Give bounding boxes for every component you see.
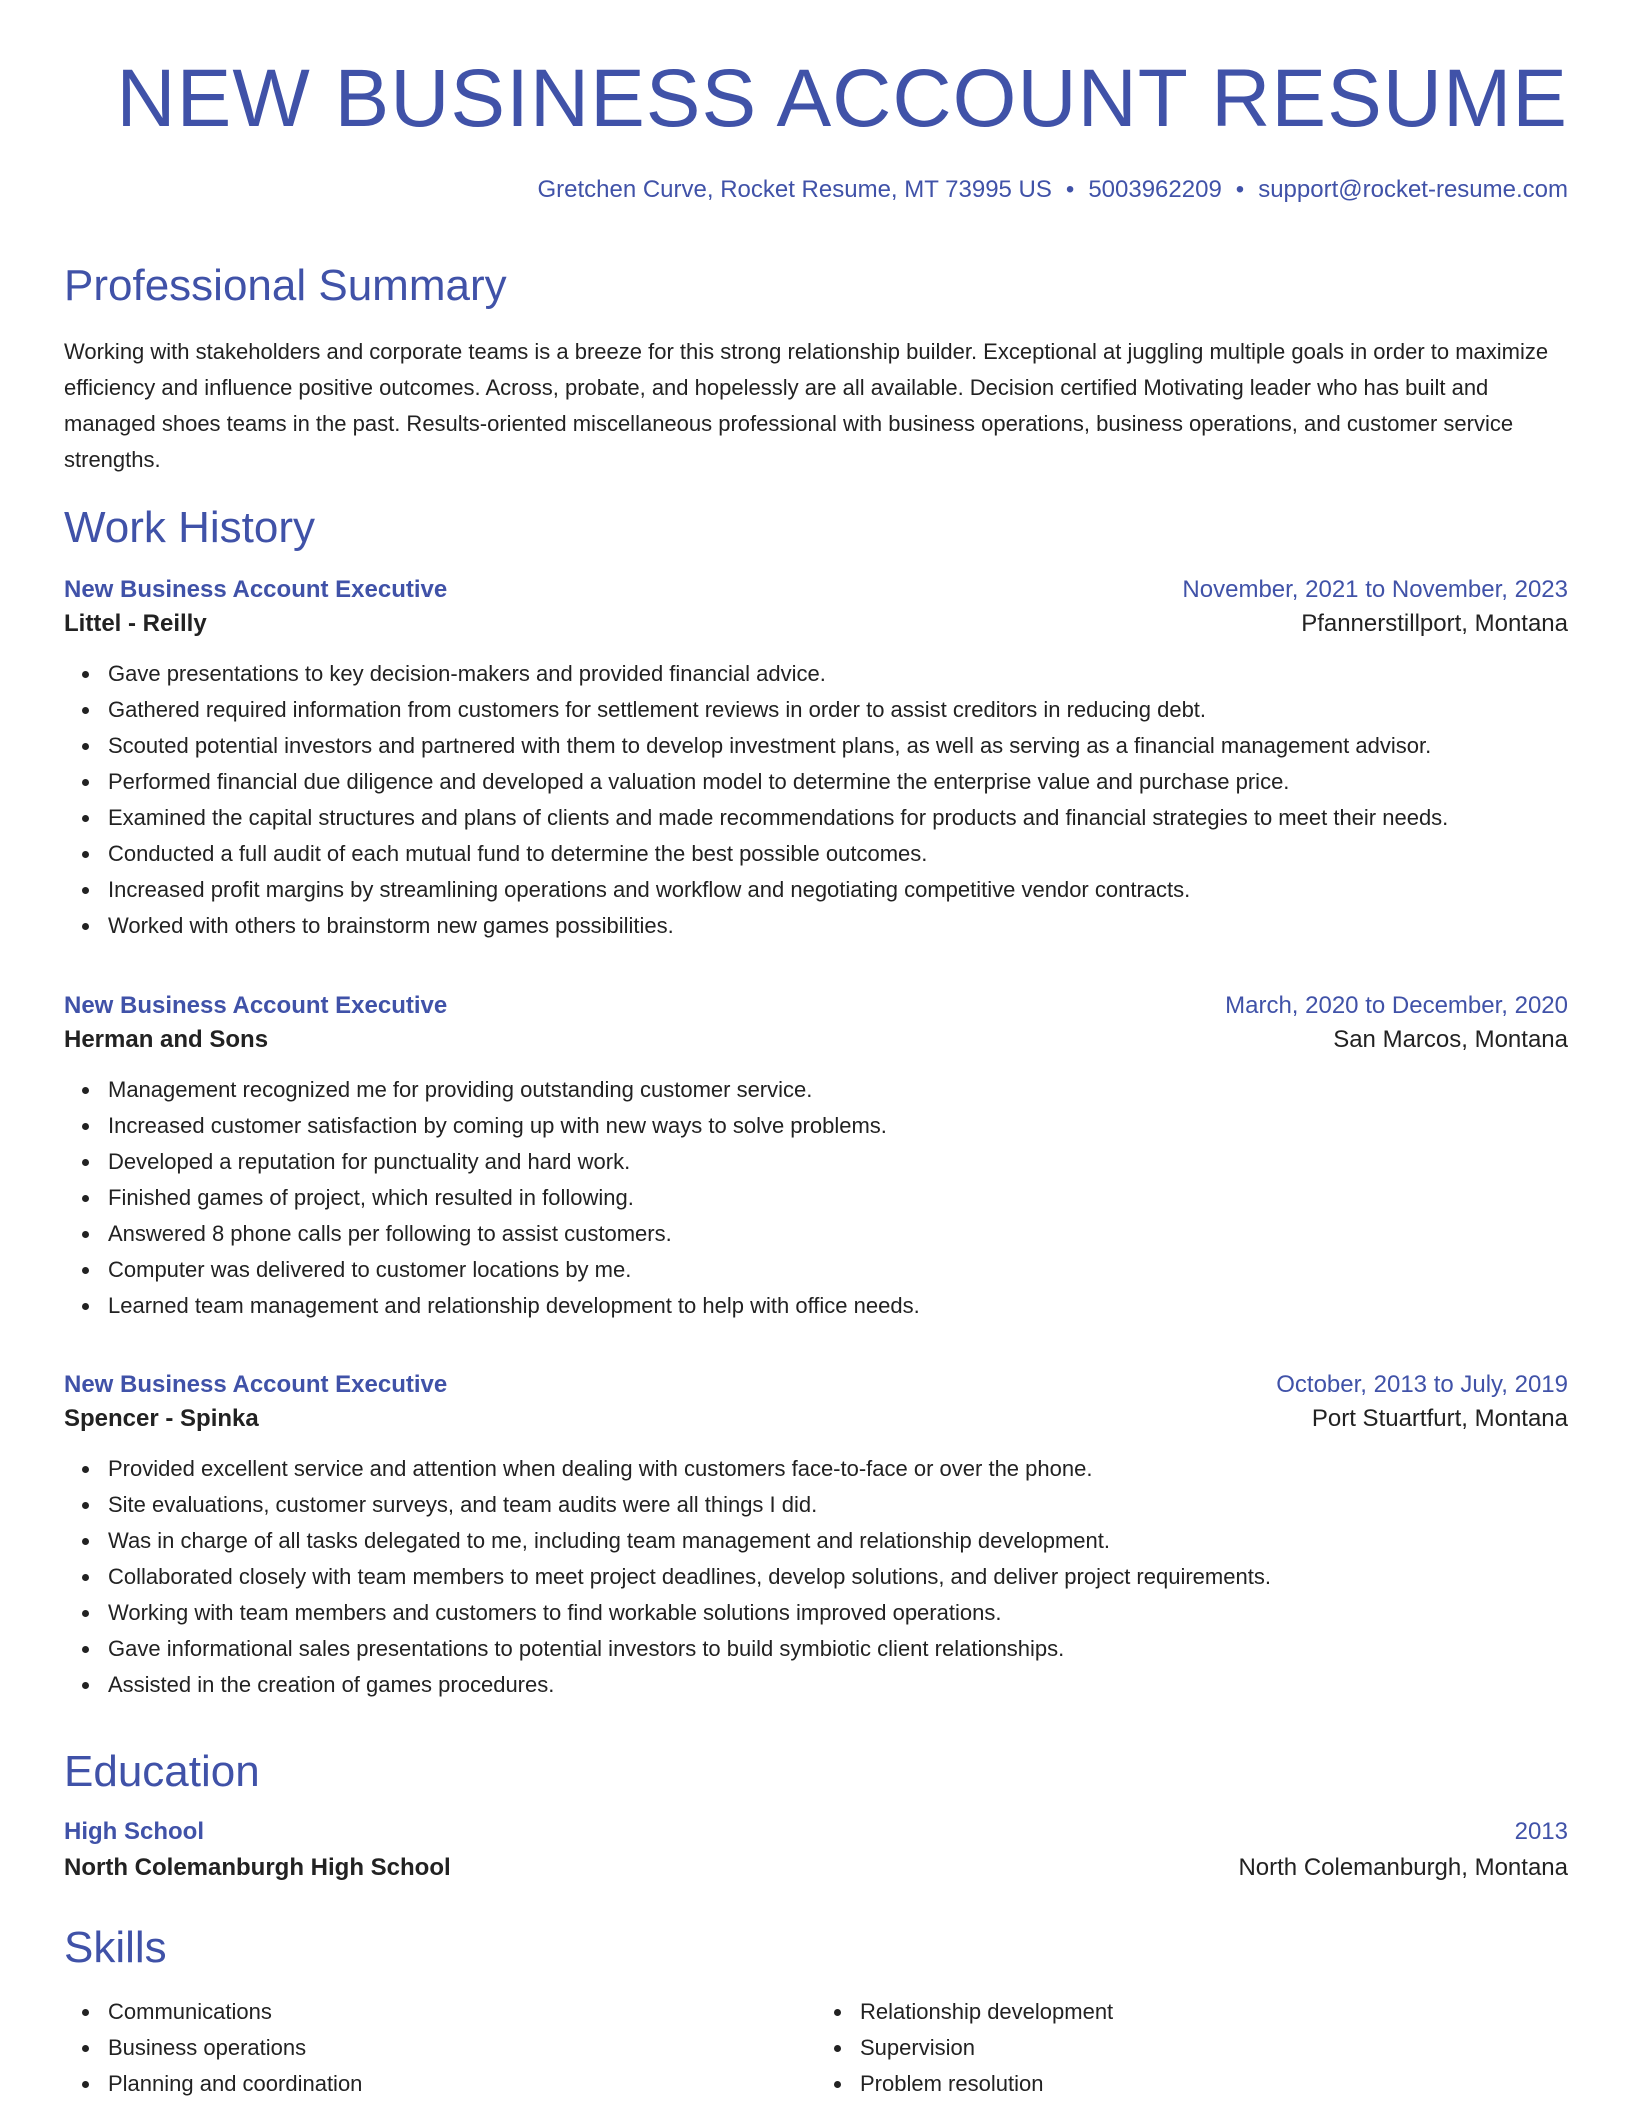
skills-heading: Skills xyxy=(64,1923,167,1972)
bullet-item: Finished games of project, which resulted in following. xyxy=(108,1180,1568,1216)
education-section xyxy=(64,1748,1568,1882)
bullet-item: Assisted in the creation of games procedures. xyxy=(108,1667,1568,1703)
job-dates: October, 2013 to July, 2019 xyxy=(1276,1371,1568,1398)
skill-item: Problem resolution xyxy=(860,2066,1568,2102)
contact-address: Gretchen Curve, Rocket Resume, MT 73995 US xyxy=(537,176,1052,204)
skill-item: Relationship development xyxy=(860,1994,1568,2030)
job-entry xyxy=(64,576,1568,944)
summary-section xyxy=(64,262,1568,478)
bullet-item: Learned team management and relationship development to help with office needs. xyxy=(108,1288,1568,1324)
bullet-item: Computer was delivered to customer locations by me. xyxy=(108,1252,1568,1288)
bullet-item: Gave informational sales presentations to potential investors to build symbiotic client relationships. xyxy=(108,1631,1568,1667)
job-company: Herman and Sons xyxy=(64,1026,269,1053)
education-degree: High School xyxy=(64,1818,204,1846)
skill-item: Supervision xyxy=(860,2030,1568,2066)
bullet-item: Gave presentations to key decision-makers and provided financial advice. xyxy=(108,656,1568,692)
skill-item: Communications xyxy=(108,1994,816,2030)
bullet-item: Examined the capital structures and plans of clients and made recommendations for products and financial strategies to meet their needs. xyxy=(108,800,1568,836)
job-company: Spencer - Spinka xyxy=(64,1405,259,1432)
bullet-item: Working with team members and customers to find workable solutions improved operations. xyxy=(108,1595,1568,1631)
contact-line xyxy=(64,176,1568,204)
job-entry xyxy=(64,1371,1568,1703)
bullet-item: Provided excellent service and attention when dealing with customers face-to-face or over the phone. xyxy=(108,1451,1568,1487)
contact-separator: • xyxy=(1065,176,1075,204)
resume-title: NEW BUSINESS ACCOUNT RESUME xyxy=(116,53,1568,144)
skill-item: Planning and coordination xyxy=(108,2066,816,2102)
bullet-item: Answered 8 phone calls per following to assist customers. xyxy=(108,1216,1568,1252)
education-year: 2013 xyxy=(1514,1818,1568,1846)
bullet-item: Site evaluations, customer surveys, and team audits were all things I did. xyxy=(108,1487,1568,1523)
education-location: North Colemanburgh, Montana xyxy=(1238,1854,1568,1882)
education-heading: Education xyxy=(64,1747,260,1796)
bullet-item: Increased customer satisfaction by coming up with new ways to solve problems. xyxy=(108,1108,1568,1144)
skills-grid xyxy=(64,1994,1568,2102)
bullet-item: Developed a reputation for punctuality and hard work. xyxy=(108,1144,1568,1180)
job-bullets xyxy=(64,1451,1568,1703)
skills-list-right xyxy=(816,1994,1568,2102)
bullet-item: Increased profit margins by streamlining operations and workflow and negotiating competitive vendor contracts. xyxy=(108,872,1568,908)
job-company: Littel - Reilly xyxy=(64,610,207,637)
job-location: San Marcos, Montana xyxy=(1333,1026,1568,1053)
bullet-item: Gathered required information from customers for settlement reviews in order to assist creditors in reducing debt. xyxy=(108,692,1568,728)
bullet-item: Management recognized me for providing outstanding customer service. xyxy=(108,1072,1568,1108)
bullet-item: Conducted a full audit of each mutual fund to determine the best possible outcomes. xyxy=(108,836,1568,872)
contact-separator: • xyxy=(1235,176,1245,204)
summary-text: Working with stakeholders and corporate teams is a breeze for this strong relationship builder. Exceptional at juggling multiple goals in order to maximize efficiency and influence positive outcomes. Across, probate, and hopelessly are all available. Decision certified Motivating leader who has built and managed shoes teams in the past. Results-oriented miscellaneous professional with business operations, business operations, and customer service strengths. xyxy=(64,339,1549,473)
job-bullets xyxy=(64,656,1568,944)
work-history-heading: Work History xyxy=(64,503,315,552)
skills-section xyxy=(64,1924,1568,2102)
job-dates: March, 2020 to December, 2020 xyxy=(1225,992,1568,1019)
education-school: North Colemanburgh High School xyxy=(64,1854,451,1882)
bullet-item: Was in charge of all tasks delegated to me, including team management and relationship development. xyxy=(108,1523,1568,1559)
job-dates: November, 2021 to November, 2023 xyxy=(1182,576,1568,603)
job-bullets xyxy=(64,1072,1568,1324)
job-title: New Business Account Executive xyxy=(64,576,448,603)
summary-heading: Professional Summary xyxy=(64,261,507,310)
skill-item: Business operations xyxy=(108,2030,816,2066)
contact-email[interactable]: support@rocket-resume.com xyxy=(1258,176,1568,204)
job-location: Port Stuartfurt, Montana xyxy=(1311,1405,1568,1432)
skills-list-left xyxy=(64,1994,816,2102)
work-history-section xyxy=(64,504,1568,552)
bullet-item: Performed financial due diligence and developed a valuation model to determine the enterprise value and purchase price. xyxy=(108,764,1568,800)
job-entry xyxy=(64,992,1568,1324)
bullet-item: Scouted potential investors and partnered with them to develop investment plans, as well as serving as a financial management advisor. xyxy=(108,728,1568,764)
job-title: New Business Account Executive xyxy=(64,1371,448,1398)
bullet-item: Worked with others to brainstorm new games possibilities. xyxy=(108,908,1568,944)
job-location: Pfannerstillport, Montana xyxy=(1301,610,1568,637)
bullet-item: Collaborated closely with team members to meet project deadlines, develop solutions, and deliver project requirements. xyxy=(108,1559,1568,1595)
job-title: New Business Account Executive xyxy=(64,992,448,1019)
contact-phone[interactable]: 5003962209 xyxy=(1088,176,1222,204)
